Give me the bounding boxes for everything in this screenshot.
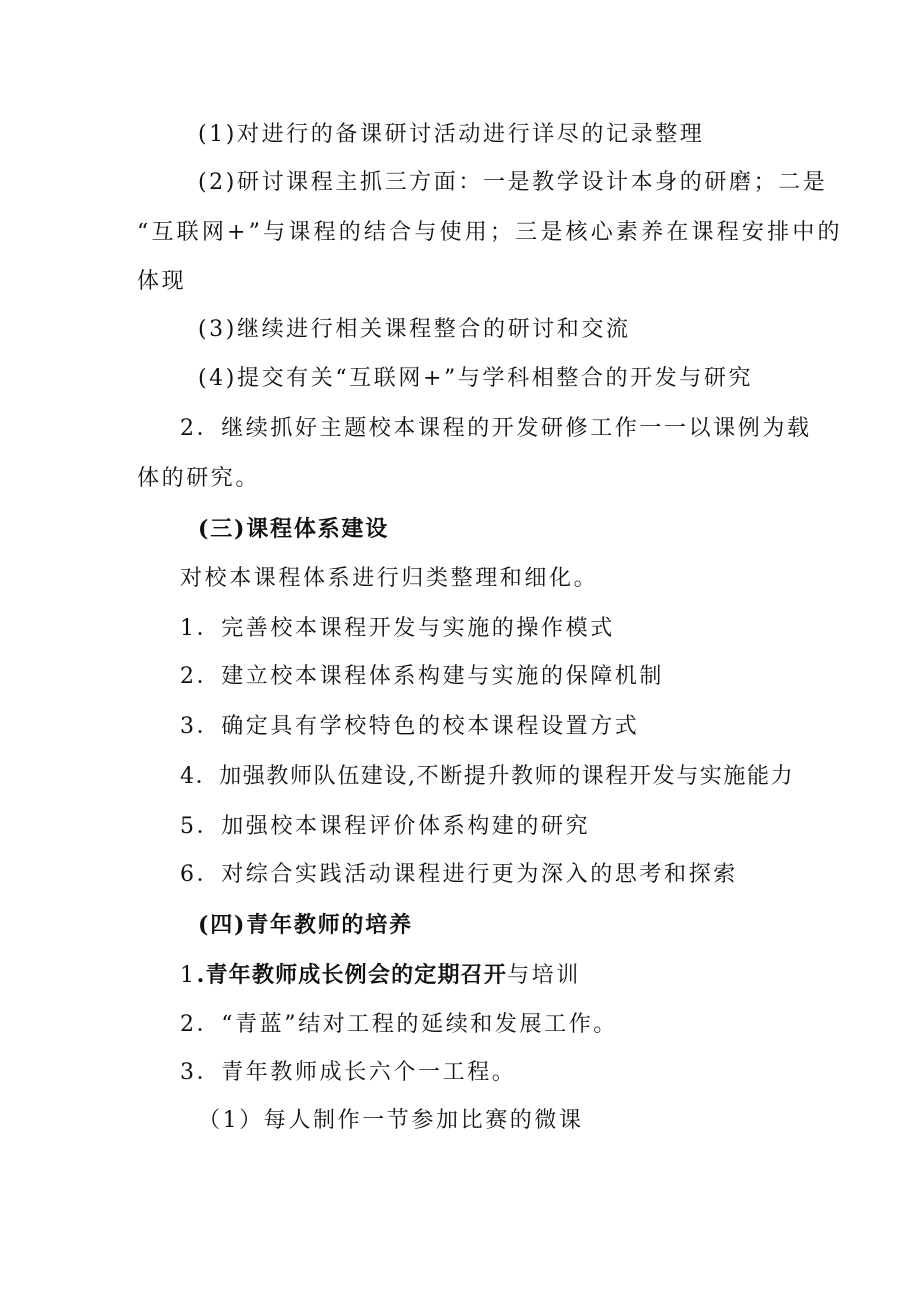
list-item-1-3: (3)继续进行相关课程整合的研讨和交流 [198, 317, 631, 342]
list-item-2: 2．继续抓好主题校本课程的开发研修工作一一以课例为载 [180, 416, 812, 441]
list-item-4-1 [180, 960, 581, 991]
paragraph-line: 体的研究。 [137, 466, 261, 491]
section-heading-3: (三)课程体系建设 [198, 516, 390, 542]
paragraph-line: “互联网+”与课程的结合与使用；三是核心素养在课程安排中的 [137, 220, 843, 245]
list-item-3-4: 4．加强教师队伍建设,不断提升教师的课程开发与实施能力 [180, 764, 795, 789]
section-heading-4: (四)青年教师的培养 [198, 912, 413, 938]
paragraph-line: 体现 [137, 269, 187, 294]
paragraph-line: 对校本课程体系进行归类整理和细化。 [180, 566, 599, 591]
plain-text: 与培训 [507, 963, 581, 988]
list-item-4-2: 2．“青蓝”结对工程的延续和发展工作。 [180, 1012, 618, 1037]
list-item-3-6: 6．对综合实践活动课程进行更为深入的思考和探索 [180, 862, 738, 887]
list-item-3-2: 2．建立校本课程体系构建与实施的保障机制 [180, 664, 664, 689]
list-number: 1 [180, 963, 197, 988]
list-item-3-3: 3．确定具有学校特色的校本课程设置方式 [180, 714, 640, 739]
list-item-1-2: (2)研讨课程主抓三方面：一是教学设计本身的研磨；二是 [198, 170, 828, 195]
list-item-4-3-1: （1）每人制作一节参加比赛的微课 [198, 1108, 584, 1133]
list-item-1-4: (4)提交有关“互联网+”与学科相整合的开发与研究 [198, 366, 754, 391]
list-item-4-3: 3．青年教师成长六个一工程。 [180, 1060, 517, 1085]
list-item-3-5: 5．加强校本课程评价体系构建的研究 [180, 814, 591, 839]
list-item-3-1: 1．完善校本课程开发与实施的操作模式 [180, 616, 615, 641]
list-item-1-1: (1)对进行的备课研讨活动进行详尽的记录整理 [198, 122, 705, 147]
emphasis-text: .青年教师成长例会的定期召开 [196, 962, 508, 988]
